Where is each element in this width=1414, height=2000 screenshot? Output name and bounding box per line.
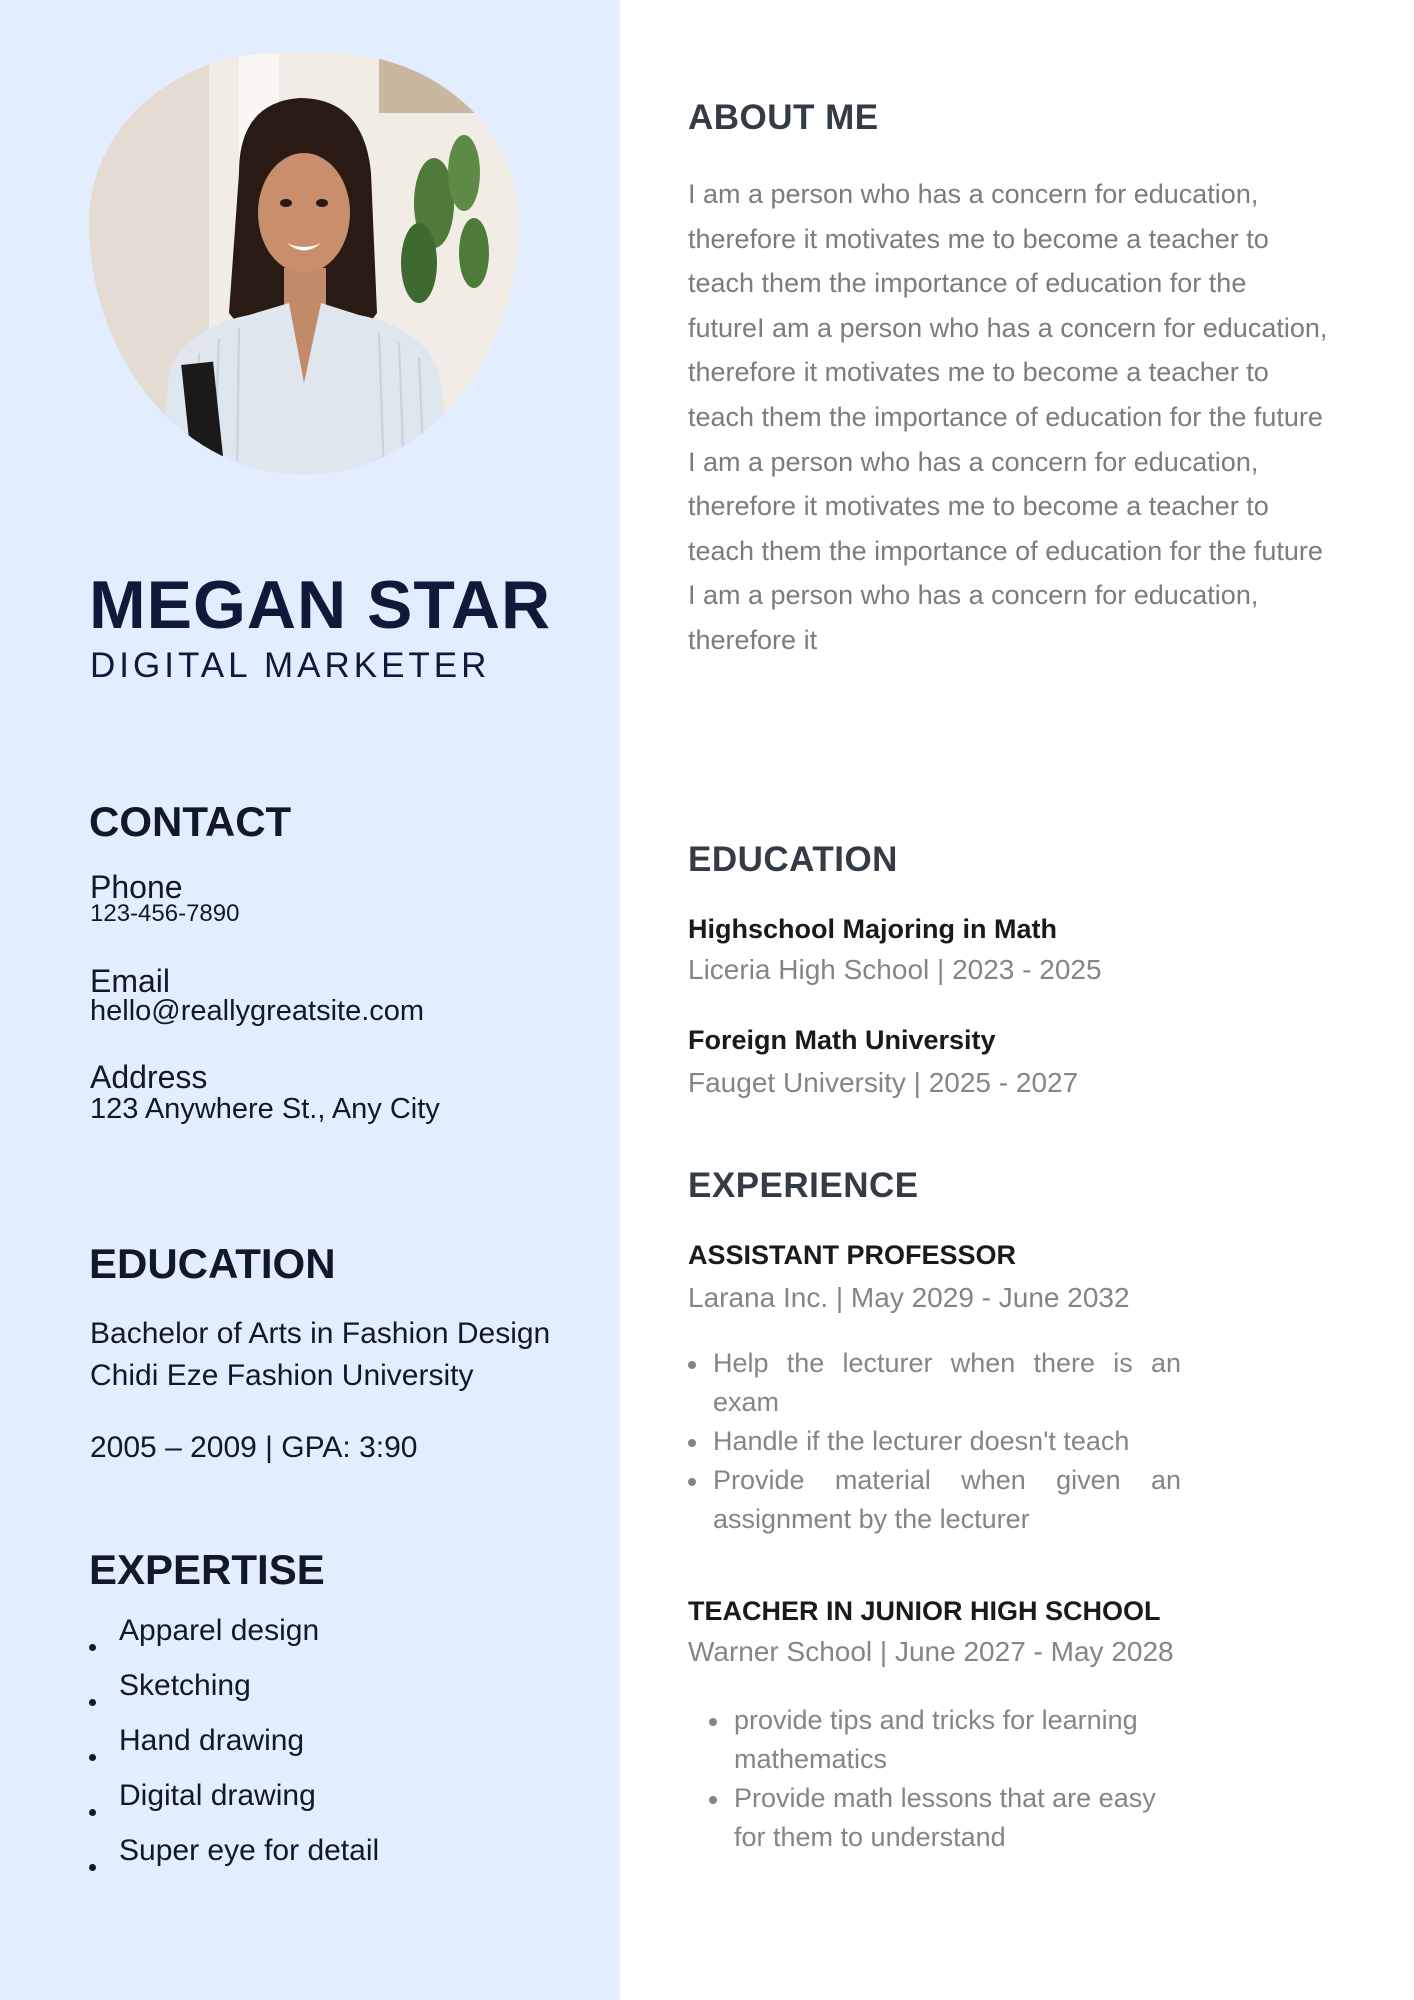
bullet-icon <box>688 1439 696 1447</box>
education-entry-meta: Liceria High School | 2023 - 2025 <box>688 954 1102 985</box>
bullet-icon <box>709 1718 717 1726</box>
job-title: TEACHER IN JUNIOR HIGH SCHOOL <box>688 1596 1161 1626</box>
education-entry-title: Foreign Math University <box>688 1025 996 1055</box>
about-paragraph: I am a person who has a concern for education, therefore it motivates me to become a teacher to teach them the importance of education for the futureI am a person who has a concern for education, therefore it motivates me to become a teacher to teach them the importance of education for the future <box>688 179 1328 432</box>
profile-photo <box>89 53 519 475</box>
job-bullets <box>685 1344 1181 1539</box>
expertise-item: Sketching <box>89 1669 379 1724</box>
about-text <box>688 172 1328 663</box>
expertise-item: Hand drawing <box>89 1724 379 1779</box>
sidebar <box>0 0 620 2000</box>
address-label: Address <box>90 1059 208 1095</box>
expertise-item: Digital drawing <box>89 1779 379 1834</box>
candidate-name: MEGAN STAR <box>89 567 552 643</box>
education-entry-title: Highschool Majoring in Math <box>688 914 1057 944</box>
candidate-role: DIGITAL MARKETER <box>90 646 491 685</box>
bullet-icon <box>89 1699 96 1706</box>
education-entry-meta: Fauget University | 2025 - 2027 <box>688 1067 1079 1098</box>
side-education-years: 2005 – 2009 | GPA: 3:90 <box>90 1431 418 1464</box>
expertise-list <box>89 1614 379 1889</box>
job-bullet: Handle if the lecturer doesn't teach <box>685 1422 1181 1461</box>
job-bullet: Provide material when given an assignment by the lecturer <box>685 1461 1181 1539</box>
about-paragraph: I am a person who has a concern for education, therefore it motivates me to become a teacher to teach them the importance of education for the future <box>688 446 1323 566</box>
bullet-icon <box>89 1864 96 1871</box>
bullet-icon <box>89 1754 96 1761</box>
about-paragraph: I am a person who has a concern for education, therefore it <box>688 580 1259 655</box>
bullet-icon <box>709 1796 717 1804</box>
job-bullet: provide tips and tricks for learning mathematics <box>706 1701 1176 1779</box>
expertise-item: Apparel design <box>89 1614 379 1669</box>
expertise-heading: EXPERTISE <box>89 1546 325 1593</box>
address-value: 123 Anywhere St., Any City <box>90 1093 440 1125</box>
contact-heading: CONTACT <box>89 798 292 845</box>
education-heading: EDUCATION <box>688 840 898 879</box>
side-education-degree: Bachelor of Arts in Fashion Design <box>90 1317 551 1350</box>
job-meta: Warner School | June 2027 - May 2028 <box>688 1636 1174 1667</box>
job-bullets <box>706 1701 1176 1857</box>
job-bullet: Provide math lessons that are easy for them to understand <box>706 1779 1176 1857</box>
email-value: hello@reallygreatsite.com <box>90 995 425 1027</box>
expertise-item: Super eye for detail <box>89 1834 379 1889</box>
job-meta: Larana Inc. | May 2029 - June 2032 <box>688 1282 1130 1313</box>
email-label: Email <box>90 963 171 999</box>
job-bullet: Help the lecturer when there is an exam <box>685 1344 1181 1422</box>
bullet-icon <box>688 1361 696 1369</box>
phone-value: 123-456-7890 <box>90 900 240 927</box>
phone-label: Phone <box>90 869 183 905</box>
side-education-school: Chidi Eze Fashion University <box>90 1359 474 1392</box>
side-education-heading: EDUCATION <box>89 1240 336 1287</box>
bullet-icon <box>89 1809 96 1816</box>
bullet-icon <box>688 1478 696 1486</box>
bullet-icon <box>89 1644 96 1651</box>
about-heading: ABOUT ME <box>688 98 879 137</box>
job-title: ASSISTANT PROFESSOR <box>688 1240 1017 1270</box>
experience-heading: EXPERIENCE <box>688 1166 919 1205</box>
